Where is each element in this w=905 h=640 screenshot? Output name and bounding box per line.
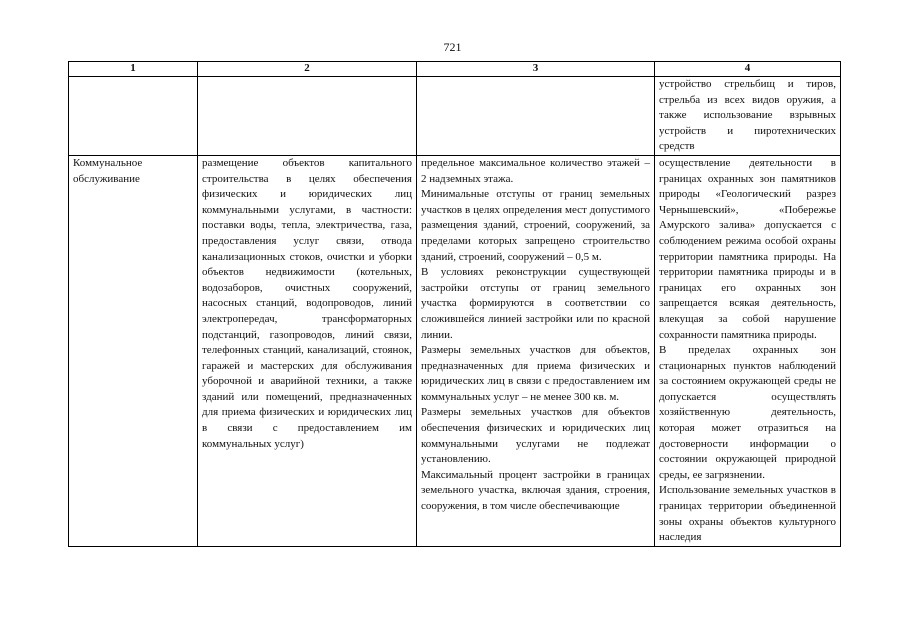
regulations-table [68, 61, 841, 547]
column-header-4: 4 [655, 62, 841, 77]
column-header-2: 2 [198, 62, 417, 77]
column-header-1: 1 [69, 62, 198, 77]
table-cell-col-4 [655, 77, 841, 156]
table-cell-col-1 [69, 77, 198, 156]
cell-paragraph: Использование земельных участков в границах территории объединенной зоны охраны объектов культурного наследия [659, 484, 836, 544]
cell-paragraph: осуществление деятельности в границах охранных зон памятников природы «Геологический разрез Чернышевский», «Побережье Амурского залива» допускается с соблюдением режима особой охраны территории памятника природы. На территории памятника природы и в границах его охранных зон запрещается всякая деятельность, влекущая за собой нарушение сохранности памятника природы. [659, 156, 836, 341]
table-cell-col-2 [198, 77, 417, 156]
table-cell-col-4 [655, 155, 841, 546]
table-body [69, 77, 841, 547]
page-number: 721 [443, 40, 462, 54]
table-cell-col-3 [417, 77, 655, 156]
cell-paragraph: Максимальный процент застройки в границах земельного участка, включая здания, строения, сооружения, в том числе обеспечивающие [421, 468, 650, 513]
cell-paragraph: размещение объектов капитального строительства в целях обеспечения физических и юридических лиц коммунальными услугами, в частности: поставки воды, тепла, электричества, газа, предоставления услуг связи, отвода канализационных стоков, очистки и уборки объектов недвижимости (котельных, водозаборов, очистных сооружений, насосных станций, водопроводов, линий электропередач, трансформаторных подстанций, газопроводов, линий связи, телефонных станций, канализаций, стоянок, гаражей и мастерских для обслуживания уборочной и аварийной техники, а также зданий или помещений, предназначенных для приема физических и юридических лиц в связи с предоставлением им коммунальных услуг) [202, 156, 412, 450]
table-row [69, 77, 841, 156]
table-cell-col-2 [198, 155, 417, 546]
table-row [69, 155, 841, 546]
cell-paragraph: Размеры земельных участков для объектов обеспечения физических и юридических лиц коммунальными услугами не подлежат установлению. [421, 406, 650, 466]
table-header-row [69, 62, 841, 77]
table-cell-col-3 [417, 155, 655, 546]
cell-paragraph: В пределах охранных зон стационарных пунктов наблюдений за состоянием окружающей среды не допускается осуществлять хозяйственную деятельность, которая может отразиться на достоверности информации о состоянии окружающей природной среды, ее загрязнении. [659, 344, 836, 481]
cell-paragraph: устройство стрельбищ и тиров, стрельба из всех видов оружия, а также использование взрывных устройств и пиротехнических средств [659, 78, 836, 153]
cell-paragraph: В условиях реконструкции существующей застройки отступы от границ земельного участка формируются в соответствии со сложившейся линией застройки или по красной линии. [421, 266, 650, 341]
table-cell-col-1 [69, 155, 198, 546]
cell-paragraph: Минимальные отступы от границ земельных участков в целях определения мест допустимого размещения зданий, строений, сооружений, за пределами которых запрещено строительство зданий, строений, сооружений – 0,5 м. [421, 188, 650, 263]
cell-paragraph: Размеры земельных участков для объектов, предназначенных для приема физических и юридических лиц в связи с предоставлением им коммунальных услуг – не менее 300 кв. м. [421, 344, 650, 403]
cell-paragraph: Коммунальное обслуживание [73, 156, 143, 185]
column-header-3: 3 [417, 62, 655, 77]
cell-paragraph: предельное максимальное количество этажей – 2 надземных этажа. [421, 156, 650, 185]
